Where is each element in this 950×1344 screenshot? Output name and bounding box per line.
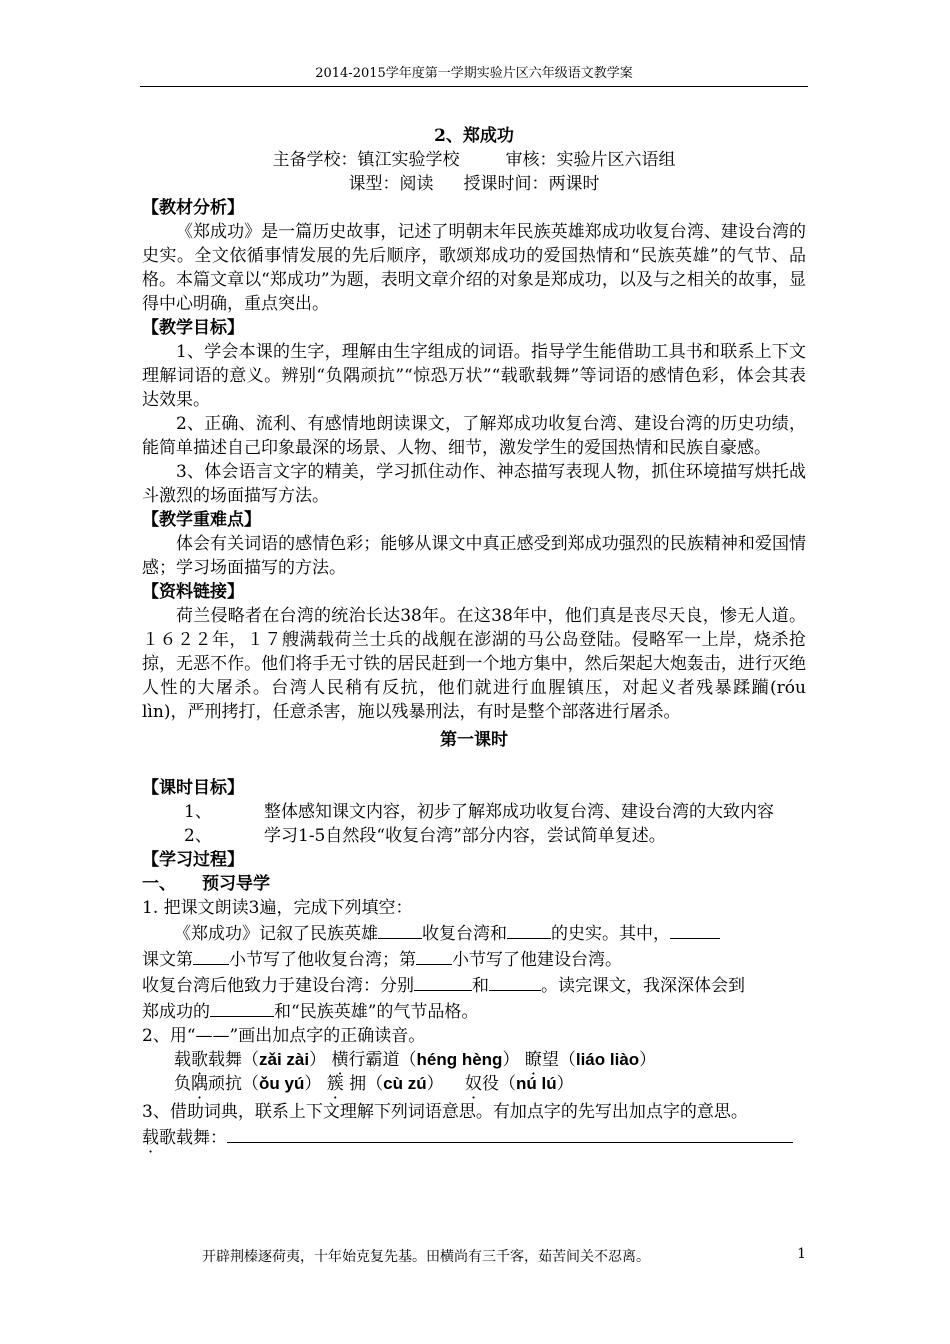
q1-text-c: 的史实。其中， xyxy=(551,924,670,944)
period-goal-1 xyxy=(142,800,806,824)
q1-l3-text-a: 收复台湾后他致力于建设台湾：分别 xyxy=(142,976,414,996)
goal-2: 2、正确、流利、有感情地朗读课文，了解郑成功收复台湾、建设台湾的历史功绩，能简单描述自己印象最深的场景、人物、细节，激发学生的爱国热情和民族自豪感。 xyxy=(142,414,806,458)
lesson-meta-2 xyxy=(142,172,806,196)
word-4-rest: 顽抗（ xyxy=(208,1074,259,1094)
q1-text-b: 收复台湾和 xyxy=(422,924,507,944)
question-1-line-3 xyxy=(142,972,806,998)
word-3-rest: 望（ xyxy=(541,1050,576,1070)
goal-1: 1、学会本课的生字，理解由生字组成的词语。指导学生能借助工具书和联系上下文理解词语的意义。辨别“负隅顽抗”“惊恐万状”“载歌载舞”等词语的感情色彩，体会其表达效果。 xyxy=(142,342,806,410)
word-1-close: ） xyxy=(309,1050,327,1070)
page-number: 1 xyxy=(797,1246,806,1262)
blank-build-2[interactable] xyxy=(489,972,541,991)
word-5-close: ） xyxy=(426,1074,444,1094)
goal-3: 3、体会语言文字的精美，学习抓住动作、神态描写表现人物，抓住环境描写烘托战斗激烈的场面描写方法。 xyxy=(142,462,806,506)
footer-poem: 开辟荆榛逐荷夷，十年始克复先基。田横尚有三千客，茹苦间关不忍离。 xyxy=(202,1249,650,1265)
question-1-line-4 xyxy=(142,998,806,1024)
word-6-pinyin[interactable]: nú lú xyxy=(516,1074,557,1093)
step-1-title: 预习导学 xyxy=(202,874,270,894)
step-1-number: 一、 xyxy=(142,874,176,894)
word-6-dotted-char: 奴 xyxy=(465,1074,483,1094)
analysis-heading: 【教材分析】 xyxy=(142,198,244,218)
word-1-rest: 载舞（ xyxy=(208,1050,259,1070)
resource-link-text: 荷兰侵略者在台湾的统治长达38年。在这38年中，他们真是丧尽天良，惨无人道。１６２２年，１７艘满载荷兰士兵的战舰在澎湖的马公岛登陆。侵略军一上岸，烧杀抢掠，无恶不作。他们将手无寸铁的居民赶到一个地方集中，然后架起大炮轰击，进行灭绝人性的大屠杀。台湾人民稍有反抗，他们就进行血腥镇压，对起义者残暴蹂躏(róu lìn)，严刑拷打，任意杀害，施以残暴刑法，有时是整个部落进行屠杀。 xyxy=(142,606,806,722)
lesson-title: 2、郑成功 xyxy=(434,126,514,146)
period-goal-1-number: 1、 xyxy=(184,802,212,822)
q1-l2-text-b: 小节写了他收复台湾；第 xyxy=(229,950,416,970)
key-points-text: 体会有关词语的感情色彩；能够从课文中真正感受到郑成功强烈的民族精神和爱国情感；学习场面描写的方法。 xyxy=(142,534,806,578)
word-2-pinyin[interactable]: héng hèng xyxy=(416,1050,503,1069)
word-2-dotted-char: 横 xyxy=(331,1050,349,1070)
blank-build[interactable] xyxy=(507,920,551,939)
analysis-text: 《郑成功》是一篇历史故事，记述了明朝末年民族英雄郑成功收复台湾、建设台湾的史实。全文依循事情发展的先后顺序，歌颂郑成功的爱国热情和“民族英雄”的气节、品格。本篇文章以“郑成功”为题，表明文章介绍的对象是郑成功，以及与之相关的故事，显得中心明确，重点突出。 xyxy=(142,222,806,314)
key-points-heading: 【教学重难点】 xyxy=(142,510,261,530)
question-3: 3、借助词典，联系上下文理解下列词语意思。有加点字的先写出加点字的意思。 xyxy=(142,1102,748,1122)
word-6-close: ） xyxy=(556,1074,574,1094)
goals-heading: 【教学目标】 xyxy=(142,318,244,338)
review-group: 审核：实验片区六语组 xyxy=(505,150,676,170)
word-4-close: ） xyxy=(304,1074,322,1094)
word-5-rest: 拥（ xyxy=(343,1074,384,1094)
question-1: 1. 把课文朗读3遍，完成下列填空： xyxy=(142,898,413,918)
word-4-dotted-char: 隅 xyxy=(191,1074,208,1094)
word-4-char: 负 xyxy=(174,1074,191,1094)
lesson-time: 授课时间：两课时 xyxy=(463,174,600,194)
q3-answer-line[interactable] xyxy=(227,1124,793,1143)
question-2-row-2 xyxy=(142,1072,806,1096)
period-title: 第一课时 xyxy=(440,730,508,750)
lesson-meta-1 xyxy=(142,148,806,172)
blank-spirit[interactable] xyxy=(210,998,274,1017)
period-goal-1-text: 整体感知课文内容，初步了解郑成功收复台湾、建设台湾的大致内容 xyxy=(264,802,774,822)
blank-1[interactable] xyxy=(670,920,720,939)
page-header: 2014-2015学年度第一学期实验片区六年级语文教学案 xyxy=(315,66,633,81)
word-3-dotted-char: 瞭 xyxy=(524,1050,542,1070)
word-6-rest: 役（ xyxy=(482,1074,517,1094)
word-5-dotted-char: 簇 xyxy=(326,1074,344,1094)
q1-text-a: 《郑成功》记叙了民族英雄 xyxy=(174,924,378,944)
q1-l2-text-a: 课文第 xyxy=(142,950,193,970)
word-1-dotted-char: 歌 xyxy=(191,1050,208,1070)
lead-school: 主备学校：镇江实验学校 xyxy=(272,150,460,170)
resource-link-heading: 【资料链接】 xyxy=(142,582,244,602)
lesson-body xyxy=(142,124,806,1150)
q3-word: 歌载舞： xyxy=(159,1128,227,1148)
q1-l3-text-c: 。读完课文，我深深体会到 xyxy=(541,976,745,996)
question-1-line-1 xyxy=(142,920,806,946)
period-goal-2-text: 学习1-5自然段“收复台湾”部分内容，尝试简单复述。 xyxy=(264,826,666,846)
blank-hero-name[interactable] xyxy=(378,920,422,939)
q1-l4-text-b: 和“民族英雄”的气节品格。 xyxy=(274,1002,479,1022)
lesson-type: 课型：阅读 xyxy=(348,174,434,194)
q1-l4-text-a: 郑成功的 xyxy=(142,1002,210,1022)
question-3-item-1 xyxy=(142,1124,806,1150)
blank-section-build[interactable] xyxy=(416,946,452,965)
word-1-pinyin[interactable]: zǎi zài xyxy=(259,1050,310,1069)
word-1-char: 载 xyxy=(174,1050,191,1070)
period-goal-2 xyxy=(142,824,806,848)
period-goals-heading: 【课时目标】 xyxy=(142,778,244,798)
q1-l3-text-b: 和 xyxy=(472,976,489,996)
word-2-rest: 行霸道（ xyxy=(348,1050,417,1070)
word-5-pinyin[interactable]: cù zú xyxy=(383,1074,427,1093)
word-4-pinyin[interactable]: ǒu yú xyxy=(259,1074,305,1093)
q1-l2-text-c: 小节写了他建设台湾。 xyxy=(452,950,622,970)
step-1-heading xyxy=(142,872,806,896)
word-3-close: ） xyxy=(639,1050,657,1070)
header-divider xyxy=(140,86,808,87)
period-goal-2-number: 2、 xyxy=(184,826,212,846)
blank-build-1[interactable] xyxy=(414,972,472,991)
blank-section-recover[interactable] xyxy=(193,946,229,965)
question-1-line-2 xyxy=(142,946,806,972)
question-2: 2、用“——”画出加点字的正确读音。 xyxy=(142,1026,426,1046)
q3-dotted-char: 载 xyxy=(142,1128,159,1148)
word-2-close: ） xyxy=(502,1050,520,1070)
question-2-row-1 xyxy=(142,1048,806,1072)
process-heading: 【学习过程】 xyxy=(142,850,244,870)
word-3-pinyin[interactable]: liáo liào xyxy=(575,1050,640,1069)
